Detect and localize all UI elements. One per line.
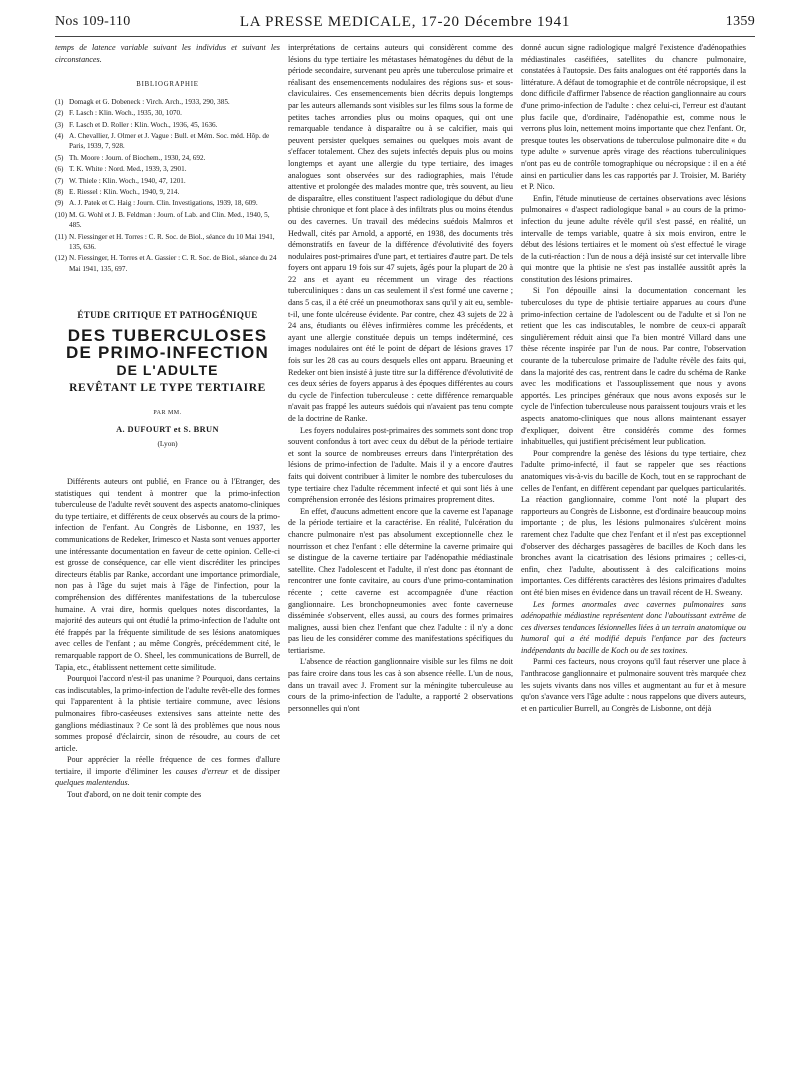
paragraph: Enfin, l'étude minutieuse de certaines observations avec lésions pulmonaires « d'aspect radiologique banal » au cours de la primo-infection du jeune adulte révèle qu'il s'est passé, en réalité, un intervalle de temps variable, quatre à six mois environ, entre le début des lésions tertiaires et le moment où s'est effectué le virage de la cuti-réaction : l'un de nous a déjà insisté sur cet intervalle libre qui montre que la phtisie ne s'est pas installée aussitôt après la constitution des lésions primaires.: [521, 193, 746, 284]
paragraph: En effet, d'aucuns admettent encore que la caverne est l'apanage de la période tertiaire et la caractérise. En réalité, l'ulcération du chancre pulmonaire n'est pas absolument exceptionnelle chez le nourrisson et chez l'enfant : elle détermine la caverne primaire qui se distingue de la caverne tertiaire par l'adénopathie médiastinale satellite. Chez l'adolescent et l'adulte, il n'est donc pas étonnant de rencontrer une fonte cavitaire, au cours d'une primo-contamination récente ; cette caverne est accompagnée d'une réaction ganglionnaire. Les bronchopneumonies avec fonte caverneuse disséminée s'observent, elles aussi, au cours des formes primaires malignes, aussi bien chez l'enfant que chez l'adulte : il n'y a donc pas lieu de les considérer comme des manifestations spécifiques du tertiarisme.: [288, 506, 513, 655]
article-title-line-2: DE PRIMO-INFECTION: [66, 343, 269, 363]
paragraph: Pour apprécier la réelle fréquence de ces formes d'allure tertiaire, il importe d'éliminer les causes d'erreur et de dissiper quelques malentendus.: [55, 755, 280, 788]
article-title-block: [55, 310, 280, 450]
header-rule: [55, 36, 755, 37]
article-title-line-1: DES TUBERCULOSES: [67, 325, 268, 345]
article-title-line-4: REVÊTANT LE TYPE TERTIAIRE: [69, 381, 266, 394]
authors: A. DUFOURT et S. BRUN: [116, 424, 219, 434]
paragraph: Parmi ces facteurs, nous croyons qu'il faut réserver une place à l'anthracose ganglionnaire et pulmonaire souvent très marquée chez les sujets vivants dans nos villes et augmentant au fur et à mesure qu'on s'avance vers l'âge adulte : nous rappelons que divers auteurs, et en particulier Burrell, au Congrès de Lisbonne, ont déjà: [521, 657, 746, 713]
paragraph: L'absence de réaction ganglionnaire visible sur les films ne doit pas faire croire dans tous les cas à son absence réelle. L'un de nous, dans un travail avec J. Froment sur la méningite tuberculeuse au cours de la primo-infection de l'adulte, a rapporté 2 observations personnelles qui n'ont: [288, 657, 513, 713]
bib-entry: (10) M. G. Wohl et J. B. Feldman : Journ. of Lab. and Clin. Med., 1940, 5, 485.: [55, 210, 270, 230]
bib-entry: (4) A. Chevallier, J. Olmer et J. Vague : Bull. et Mém. Soc. méd. Hôp. de Paris, 1939, 7, 928.: [55, 132, 270, 151]
bib-entry: (6) T. K. White : Nord. Med., 1939, 3, 2901.: [55, 165, 187, 174]
column-3: [521, 42, 746, 1072]
author-city: (Lyon): [157, 439, 178, 449]
column-1: [55, 42, 280, 1072]
bib-entry: (11) N. Fiessinger et H. Torres : C. R. Soc. de Biol., séance du 10 Mai 1941, 135, 636.: [55, 232, 275, 252]
bib-entry: (12) N. Fiessinger, H. Torres et A. Gassier : C. R. Soc. de Biol., séance du 24 Mai 1941, 135, 697.: [55, 254, 277, 273]
bibliography-list: [55, 97, 280, 275]
article-kicker: ÉTUDE CRITIQUE ET PATHOGÉNIQUE: [77, 310, 258, 321]
bib-entry: (2) F. Lasch : Klin. Woch., 1935, 30, 1070.: [55, 109, 182, 118]
paragraph: Pourquoi l'accord n'est-il pas unanime ? Pourquoi, dans certains cas indiscutables, la primo-infection de l'adulte revêt-elle des formes qui l'apparentent à la phtisie tertiaire commune, avec lésions pulmonaires fibro-caséeuses extensives sans atteinte nette des ganglions médiastinaux ? Ce sont là des problèmes que nous nous sommes proposé d'éclaircir, sinon de résoudre, au cours de cet article.: [55, 674, 280, 753]
issue-number: Nos 109-110: [55, 14, 131, 29]
paragraph: Les formes anormales avec cavernes pulmonaires sans adénopathie médiastine représentent donc l'aboutissant extrême de ces diverses tendances lésionnelles liées à un terrain anatomique ou humoral qui a été modifié depuis l'enfance par des facteurs indépendants du bacille de Koch ou de ses toxines.: [521, 599, 746, 655]
paragraph: Les foyers nodulaires post-primaires des sommets sont donc trop souvent confondus à tort avec ceux du début de la période tertiaire et sont la source de nombreuses erreurs dans l'interprétation des lésions de primo-infection de l'adulte. Mais il y a encore d'autres faits qui doivent contribuer à limiter le nombre des tuberculoses du type tertiaire chez l'adulte récemment infecté et qui sont liés à une compréhension erronée des lésions primaires proprement dites.: [288, 425, 513, 505]
paragraph: Tout d'abord, on ne doit tenir compte des: [67, 790, 202, 800]
bibliography-title: BIBLIOGRAPHIE: [136, 81, 199, 89]
byline-prefix: PAR MM.: [153, 410, 182, 417]
intro-fragment: temps de latence variable suivant les individus et suivant les circonstances.: [55, 43, 280, 64]
article-title-line-3: DE L'ADULTE: [116, 362, 219, 379]
paragraph: Si l'on dépouille ainsi la documentation concernant les tuberculoses du type de phtisie tertiaire apparues au cours d'une primo-infection certaine de l'adolescent ou de l'adulte et si l'on ne retient que les cas indiscutables, le nombre de ceux-ci apparaît singulièrement réduit ainsi que l'a bien montré Villard dans une thèse récente inspirée par l'un de nous. Par contre, l'observation courante de la tuberculose primaire de l'adulte révèle des faits qui, dans la majorité des cas, rentrent dans le cadre du schéma de Ranke avec les modifications et l'assouplissement que nous y avons apportés. Les principes généraux que nous avons exposés sur le cycle de l'infection tuberculeuse nous paraissent toujours vrais et les aspects anatomo-cliniques que nous allons maintenant essayer d'expliquer, doivent être considérés comme des formes inhabituelles, qui justifient précisément leur publication.: [521, 286, 746, 447]
bib-entry: (9) A. J. Patek et C. Haig : Journ. Clin. Investigations, 1939, 18, 609.: [55, 199, 258, 208]
paragraph: donné aucun signe radiologique malgré l'existence d'adénopathies médiastinales caséifiées, satellites du chancre pulmonaire, constatées à l'autopsie. Des faits analogues ont été rapportés dans la littérature. A défaut de tomographie et de contrôle nécropsique, il est donc difficile d'affirmer l'absence de réaction ganglionnaire au cours d'une primo-infection de l'adulte : chez celui-ci, l'erreur est d'autant plus facile que, d'ordinaire, l'adénopathie est, comme nous le verrons plus loin, nettement moins importante que chez l'enfant. Or, presque toutes les observations de tuberculose pulmonaire dite « du type adulte » survenue après virage des réactions tuberculiniques n'ont pas eu de contrôle tomographique ou nécropsique : il en a été ainsi en particulier dans les cas rapportés par J. Troisier, M. Bariéty et P. Nico.: [521, 43, 746, 192]
page-number: 1359: [725, 14, 755, 29]
bib-entry: (8) E. Riessel : Klin. Woch., 1940, 9, 214.: [55, 188, 180, 197]
page-header: [55, 14, 755, 34]
journal-title: LA PRESSE MEDICALE, 17-20 Décembre 1941: [239, 14, 571, 30]
column-2: [288, 42, 513, 1072]
bib-entry: (7) W. Thiele : Klin. Woch., 1940, 47, 1201.: [55, 176, 186, 185]
bib-entry: (3) F. Lasch et D. Roller : Klin. Woch., 1936, 45, 1636.: [55, 120, 218, 129]
paragraph: Différents auteurs ont publié, en France ou à l'Etranger, des statistiques qui tendent à montrer que la primo-infection tuberculeuse de l'adulte revêt souvent des aspects anatomo-cliniques du type tertiaire, et différents de ceux observés au cours de la primo-infection de l'enfant. Au Congrès de Lisbonne, en 1937, les communications de Redeker, Irimesco et Nasta sont venues apporter une intéressante documentation en faveur de cette opinion. Celle-ci est grosse de conséquence, car elle vient discréditer les principes directeurs établis par Ranke, accordant une importance primordiale, non pas à l'âge du sujet mais à l'âge de l'infection, pour la compréhension des différentes manifestations de la tuberculose humaine. A vrai dire, hormis quelques notes discordantes, la majorité des auteurs qui ont étudié la primo-infection de l'adulte ont été frappés par la fréquente similitude de ses lésions anatomiques avec celles de l'enfant ; au même Congrès, précédemment cité, le remarquable rapport de O. Sheel, les communications de Burrell, de Tapia, etc., établissent nettement cette similitude.: [55, 477, 280, 672]
bib-entry: (5) Th. Moore : Journ. of Biochem., 1930, 24, 692.: [55, 153, 206, 162]
paragraph: interprétations de certains auteurs qui considèrent comme des lésions du type tertiaire les métastases hématogènes du début de la période secondaire, survenant peu après une tuberculose primaire et réalisant des ensemencements nodulaires des régions sus- et sous-claviculaires. Ces ensemencements bien décrits depuis longtemps par les auteurs allemands sont visibles sur les films sous la forme de petites taches arrondies plus ou moins opaques, qui ont une remarquable tendance à disparaître ou à se calcifier, mais qui peuvent persister quelques semaines ou quelques mois avant de s'effacer totalement. Chez des sujets infectés depuis plus ou moins longtemps et ayant une allergie du type tertiaire, des images analogues sont observées sur des radiographies, mais l'étude attentive et prolongée des malades montre que, très souvent, au lieu de disparaître, elles constituent l'aspect radiologique du début d'une phtisie chronique et font place à des infiltrats plus ou moins étendus ou des cavernes. Un travail des médecins suédois Malmros et Hedwall, cités par Arnold, a apporté, en 1938, des documents très démonstratifs en faveur de la différence d'évolutivité des foyers nodulaires post-primaires d'une part, et tertiaires d'autre part. De tels foyers ont apparu 19 fois sur 47 sujets, âgés pour la plupart de 20 à 22 ans et ayant eu récemment un virage des réactions tuberculiniques : dans un cas seulement il s'est formé une caverne ; dans 5 cas, il a été créé un pneumothorax sans qu'il y ait eu, semble-t-il, une fonte ulcéreuse évidente. Par contre, chez 43 sujets de 22 à 24 ans, étudiants ou élèves infirmières comme les précédents, et ayant une allergie constituée depuis un temps indéterminé, ces images nodulaires ont été le point de départ de lésions graves 17 fois sur les 28 cas au cours desquels elles ont apparu. Braeuning et Redeker ont bien insisté à juste titre sur la différence d'évolutivité de ces deux séries de foyers apparus à des époques différentes au cours du cycle de l'infection tuberculeuse : cette différence remarquable n'avait pas frappé les auteurs suédois qui n'avaient pas tenu compte de la doctrine de Ranke.: [288, 43, 513, 423]
bib-entry: (1) Domagk et G. Dobeneck : Virch. Arch., 1933, 290, 385.: [55, 97, 230, 106]
paragraph: Pour comprendre la genèse des lésions du type tertiaire, chez l'adulte primo-infecté, il faut se rappeler que ses réactions anatomiques vis-à-vis du bacille de Koch, tout en se rapprochant de celles de l'enfant, en diffèrent cependant par quelques particularités. La réaction ganglionnaire, comme l'ont noté la plupart des rapporteurs au Congrès de Lisbonne, est d'ordinaire beaucoup moins importante ; de plus, les lésions pulmonaires s'ulcèrent moins rarement chez l'adulte que chez l'enfant et il n'est pas exceptionnel d'observer des décharges passagères de bacilles de Koch dans les bronches avant la cicatrisation des lésions primaires ; celles-ci, enfin, chez l'adulte, aboutissent à des calcifications moins importantes. Ces différents caractères des lésions primaires d'adultes ont été bien mises en évidence dans un travail récent de H. Sweany.: [521, 448, 746, 597]
